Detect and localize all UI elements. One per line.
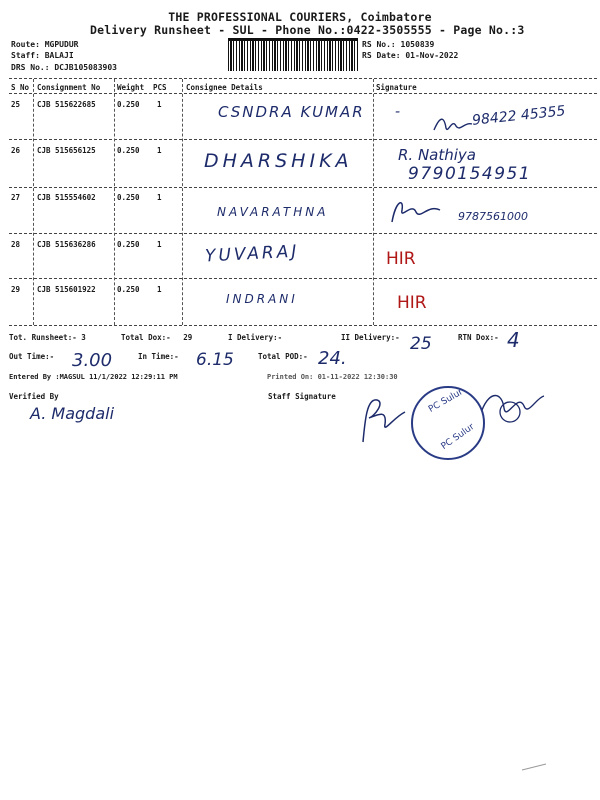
- tot-runsheet-label: Tot. Runsheet:-: [9, 333, 77, 342]
- total-pod-label: Total POD:-: [258, 352, 308, 361]
- page-subtitle: Delivery Runsheet - SUL - Phone No.:0422-3505555 - Page No.:3: [90, 23, 525, 37]
- row-pcs: 1: [157, 285, 162, 294]
- signature-scribble-icon: [386, 196, 446, 228]
- row-status-handwritten: HIR: [386, 249, 416, 269]
- out-time-value: 3.00: [72, 350, 113, 371]
- table-header-rule: [9, 93, 597, 94]
- drs-line: [11, 63, 117, 72]
- row-weight: 0.250: [117, 146, 140, 155]
- stamp-text-top: PC Sulur: [427, 387, 465, 415]
- column-header-consignment: Consignment No: [37, 83, 101, 92]
- row-signature-phone: 98422 45355: [471, 103, 567, 129]
- total-dox-label: Total Dox:-: [121, 333, 171, 342]
- row-consignment: CJB 515656125: [37, 146, 96, 155]
- row-consignment: CJB 515554602: [37, 193, 96, 202]
- column-header-consignee: Consignee Details: [186, 83, 263, 92]
- column-divider: [114, 79, 115, 325]
- column-divider: [182, 79, 183, 325]
- row-consignee-handwritten: DHARSHIKA: [204, 150, 353, 172]
- row-pcs: 1: [157, 100, 162, 109]
- column-divider: [373, 79, 374, 325]
- scan-mark-icon: [520, 760, 550, 774]
- rs-no-line: [362, 40, 434, 49]
- staff-value: BALAJI: [44, 51, 74, 60]
- column-header-pcs: PCS: [153, 83, 167, 92]
- route-label: Route:: [11, 40, 40, 49]
- row-status-handwritten: HIR: [397, 293, 427, 313]
- row-divider: [9, 187, 597, 188]
- in-time-label: In Time:-: [138, 352, 179, 361]
- staff-signature-scribble-icon: [355, 390, 415, 450]
- rs-no-label: RS No.:: [362, 40, 396, 49]
- row-weight: 0.250: [117, 193, 140, 202]
- route-line: [11, 40, 78, 49]
- rs-date-value: 01-Nov-2022: [405, 51, 459, 60]
- out-time-label: Out Time:-: [9, 352, 55, 361]
- column-header-weight: Weight: [117, 83, 145, 92]
- rs-date-line: [362, 51, 458, 60]
- row-pcs: 1: [157, 193, 162, 202]
- route-value: MGPUDUR: [44, 40, 79, 49]
- ii-delivery-label: II Delivery:-: [341, 333, 400, 342]
- entered-by: Entered By :MAGSUL 11/1/2022 12:29:11 PM: [9, 373, 178, 381]
- verified-by-signature: A. Magdali: [30, 404, 115, 423]
- total-pod-value: 24.: [318, 348, 347, 369]
- row-sno: 26: [11, 146, 21, 155]
- total-dox-value: 29: [183, 333, 193, 342]
- verified-by-label: Verified By: [9, 392, 59, 401]
- row-sno: 27: [11, 193, 21, 202]
- total-dox: [121, 333, 192, 342]
- column-divider: [33, 79, 34, 325]
- i-delivery-label: I Delivery:-: [228, 333, 283, 342]
- row-consignment: CJB 515622685: [37, 100, 96, 109]
- office-stamp: [411, 386, 485, 460]
- drs-value: DCJB105083903: [54, 63, 117, 72]
- row-divider: [9, 233, 597, 234]
- in-time-value: 6.15: [196, 350, 234, 370]
- table-top-rule: [9, 78, 597, 79]
- row-sno: 29: [11, 285, 21, 294]
- table-bottom-rule: [9, 325, 597, 326]
- rs-no-value: 1050839: [400, 40, 435, 49]
- rtn-dox-label: RTN Dox:-: [458, 333, 499, 342]
- row-signature-mark: -: [395, 104, 401, 120]
- stamp-text-bottom: PC Sulur: [439, 422, 477, 452]
- row-signature-phone: 9787561000: [458, 210, 528, 223]
- drs-label: DRS No.:: [11, 63, 50, 72]
- row-consignee-handwritten: INDRANI: [226, 292, 298, 306]
- tot-runsheet: [9, 333, 86, 342]
- printed-on: Printed On: 01-11-2022 12:30:30: [267, 373, 398, 381]
- row-divider: [9, 139, 597, 140]
- row-pcs: 1: [157, 146, 162, 155]
- row-signature-phone: 9790154951: [408, 164, 532, 184]
- signature-scribble-icon: [432, 112, 476, 136]
- row-weight: 0.250: [117, 240, 140, 249]
- row-consignment: CJB 515601922: [37, 285, 96, 294]
- barcode-image: [228, 38, 358, 71]
- staff-label: Staff:: [11, 51, 40, 60]
- rs-date-label: RS Date:: [362, 51, 401, 60]
- row-weight: 0.250: [117, 285, 140, 294]
- row-consignee-handwritten: CSNDRA KUMAR: [218, 103, 365, 121]
- row-consignee-handwritten: YUVARAJ: [204, 241, 300, 267]
- row-weight: 0.250: [117, 100, 140, 109]
- row-divider: [9, 278, 597, 279]
- row-pcs: 1: [157, 240, 162, 249]
- ii-delivery-value: 25: [410, 334, 432, 354]
- tot-runsheet-value: 3: [81, 333, 86, 342]
- row-sno: 28: [11, 240, 21, 249]
- column-header-sno: S No: [11, 83, 30, 92]
- row-signature-name: R. Nathiya: [398, 146, 476, 164]
- row-sno: 25: [11, 100, 21, 109]
- row-consignment: CJB 515636286: [37, 240, 96, 249]
- column-header-signature: Signature: [376, 83, 417, 92]
- row-consignee-handwritten: NAVARATHNA: [217, 205, 329, 219]
- page-title: THE PROFESSIONAL COURIERS, Coimbatore: [168, 10, 432, 24]
- staff-signature-label: Staff Signature: [268, 392, 336, 401]
- stamp-scribble-icon: [478, 386, 548, 432]
- staff-line: [11, 51, 74, 60]
- rtn-dox-value: 4: [507, 328, 520, 352]
